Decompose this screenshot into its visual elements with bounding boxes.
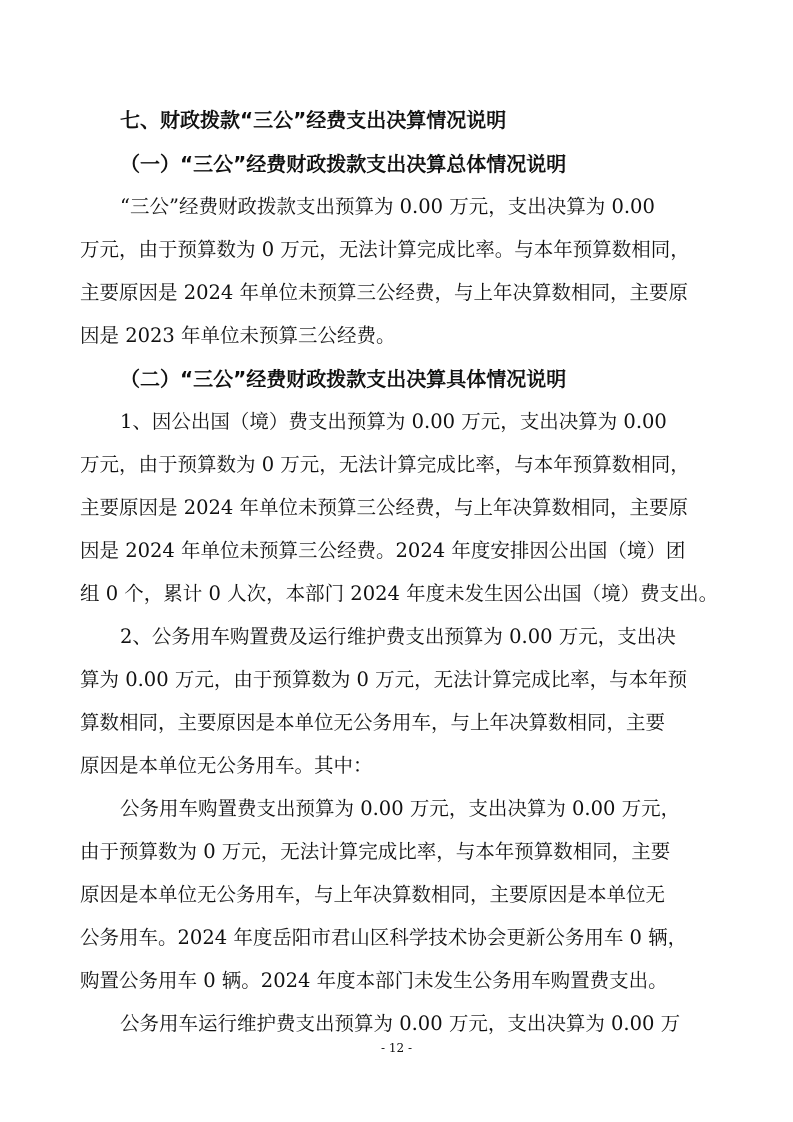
paragraph-2-line-4: 因是 2024 年单位未预算三公经费。2024 年度安排因公出国（境）团 [80, 539, 686, 562]
paragraph-1-line-2: 万元，由于预算数为 0 万元，无法计算完成比率。与本年预算数相同， [80, 238, 690, 261]
paragraph-3-line-1: 2、公务用车购置费及运行维护费支出预算为 0.00 万元，支出决 [120, 625, 676, 648]
paragraph-5-line-1: 公务用车运行维护费支出预算为 0.00 万元，支出决算为 0.00 万 [120, 1012, 681, 1035]
paragraph-2-line-3: 主要原因是 2024 年单位未预算三公经费，与上年决算数相同，主要原 [80, 496, 689, 519]
paragraph-3-line-4: 原因是本单位无公务用车。其中： [80, 754, 373, 777]
paragraph-4-line-4: 公务用车。2024 年度岳阳市君山区科学技术协会更新公务用车 0 辆， [80, 926, 688, 949]
paragraph-1-line-1: “三公”经费财政拨款支出预算为 0.00 万元，支出决算为 0.00 [120, 195, 655, 218]
paragraph-2-line-5: 组 0 个，累计 0 人次，本部门 2024 年度未发生因公出国（境）费支出。 [80, 582, 719, 605]
paragraph-4-line-3: 原因是本单位无公务用车，与上年决算数相同，主要原因是本单位无 [80, 883, 666, 906]
subsection-title-2: （二）“三公”经费财政拨款支出决算具体情况说明 [120, 367, 567, 391]
paragraph-4-line-2: 由于预算数为 0 万元，无法计算完成比率，与本年预算数相同，主要 [80, 840, 671, 863]
section-title: 七、财政拨款“三公”经费支出决算情况说明 [120, 108, 507, 132]
paragraph-3-line-3: 算数相同，主要原因是本单位无公务用车，与上年决算数相同，主要 [80, 711, 666, 734]
paragraph-3-line-2: 算为 0.00 万元，由于预算数为 0 万元，无法计算完成比率，与本年预 [80, 668, 688, 691]
paragraph-1-line-3: 主要原因是 2024 年单位未预算三公经费，与上年决算数相同，主要原 [80, 281, 689, 304]
paragraph-1-line-4: 因是 2023 年单位未预算三公经费。 [80, 324, 396, 347]
paragraph-4-line-1: 公务用车购置费支出预算为 0.00 万元，支出决算为 0.00 万元， [120, 797, 681, 820]
paragraph-2-line-2: 万元，由于预算数为 0 万元，无法计算完成比率，与本年预算数相同， [80, 453, 690, 476]
paragraph-2-line-1: 1、因公出国（境）费支出预算为 0.00 万元，支出决算为 0.00 [120, 410, 667, 433]
subsection-title-1: （一）“三公”经费财政拨款支出决算总体情况说明 [120, 152, 567, 176]
paragraph-4-line-5: 购置公务用车 0 辆。2024 年度本部门未发生公务用车购置费支出。 [80, 969, 668, 992]
page-number: - 12 - [380, 1041, 412, 1055]
